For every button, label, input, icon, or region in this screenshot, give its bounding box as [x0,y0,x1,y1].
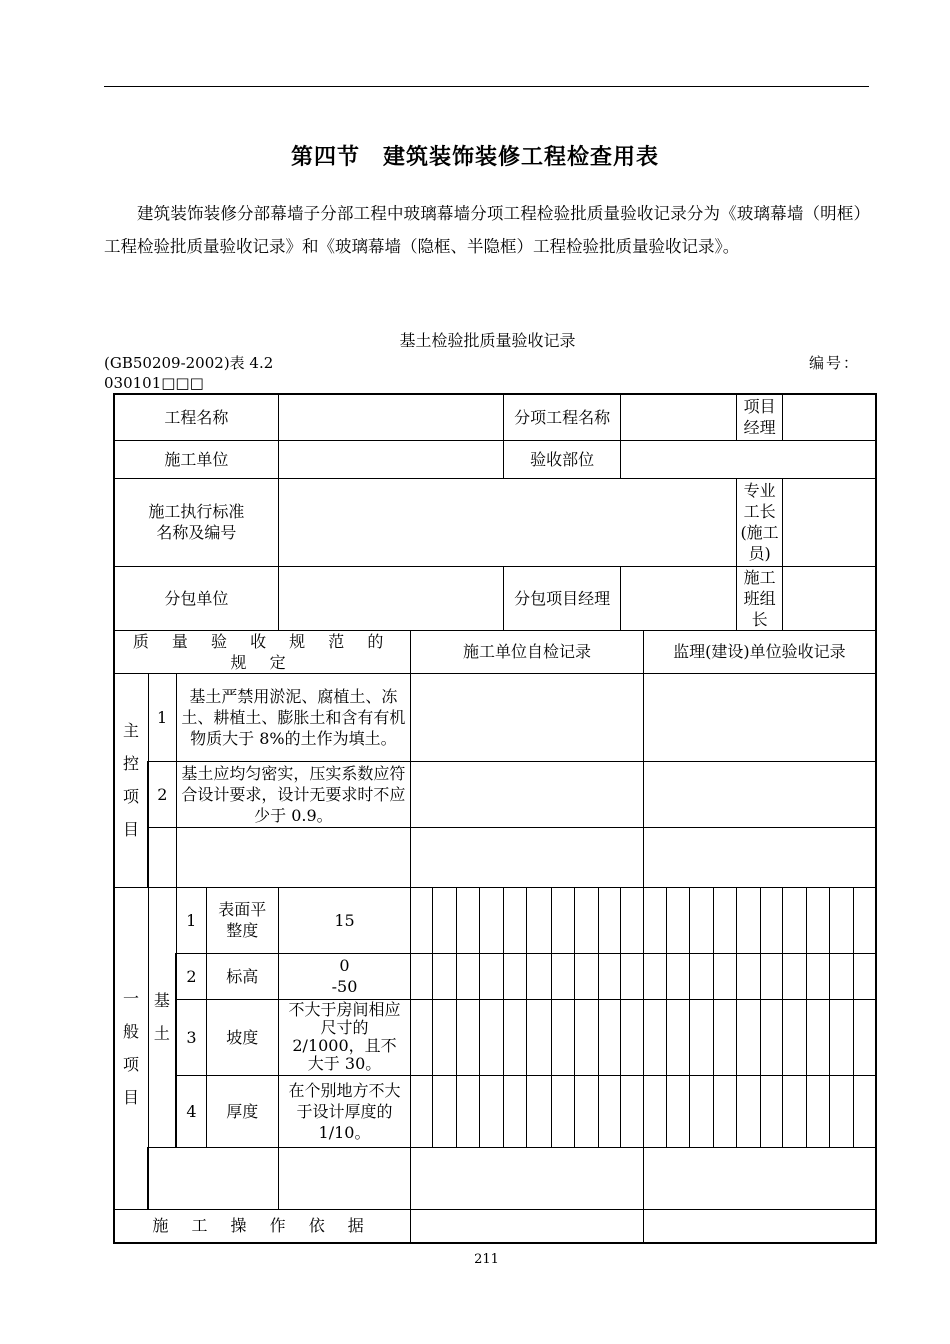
measure-cell[interactable] [807,953,830,999]
general-group-label [148,887,176,1147]
measure-cell[interactable] [411,999,433,1075]
measure-cell[interactable] [433,1075,457,1147]
main-item-self-check[interactable] [411,673,644,761]
measure-cell[interactable] [598,1075,620,1147]
measure-cell[interactable] [689,999,713,1075]
measure-cell[interactable] [713,953,736,999]
measure-cell[interactable] [807,887,830,953]
measure-cell[interactable] [830,999,854,1075]
measure-cell[interactable] [620,999,643,1075]
general-extra-self-check[interactable] [411,1147,644,1209]
measure-cell[interactable] [480,953,504,999]
field-standard[interactable] [278,478,736,566]
measure-cell[interactable] [411,953,433,999]
column-header-self-check: 施工单位自检记录 [411,630,644,673]
general-extra-name[interactable] [148,1147,278,1209]
main-control-label [114,673,148,887]
measure-cell[interactable] [783,1075,807,1147]
inspection-record-table [113,393,877,1244]
field-contractor[interactable] [278,440,504,478]
measure-cell[interactable] [504,1075,527,1147]
general-item-number: 1 [176,887,206,953]
measure-cell[interactable] [830,953,854,999]
measure-cell[interactable] [433,999,457,1075]
general-item-value: 不大于房间相应尺寸的 2/1000，且不大于 30。 [278,999,410,1075]
column-header-spec: 质 量 验 收 规 范 的 规 定 [114,630,411,673]
general-items-char: 项 [123,1055,140,1074]
column-header-supervision: 监理(建设)单位验收记录 [643,630,876,673]
measure-cell[interactable] [551,999,574,1075]
measure-cell[interactable] [783,999,807,1075]
general-item-number: 2 [176,953,206,999]
label-team-leader: 施工班组长 [737,566,783,630]
measure-cell[interactable] [666,953,689,999]
general-group-char: 土 [153,1024,170,1043]
measure-cell[interactable] [761,1075,783,1147]
measure-cell[interactable] [830,887,854,953]
measure-cell[interactable] [574,999,598,1075]
measure-cell[interactable] [598,953,620,999]
measure-cell[interactable] [761,999,783,1075]
main-control-char: 项 [123,787,140,806]
general-item-value: 在个别地方不大于设计厚度的 1/10。 [278,1075,410,1147]
general-extra-value[interactable] [278,1147,410,1209]
footer-basis-supervision[interactable] [643,1209,876,1243]
measure-cell[interactable] [574,887,598,953]
measure-cell[interactable] [854,887,876,953]
measure-cell[interactable] [713,1075,736,1147]
measure-cell[interactable] [480,1075,504,1147]
general-item-name: 表面平整度 [206,887,278,953]
field-inspection-location[interactable] [620,440,876,478]
section-title: 第四节 建筑装饰装修工程检查用表 [290,145,659,170]
measure-cell[interactable] [598,999,620,1075]
measure-cell[interactable] [457,1075,480,1147]
label-inspection-location: 验收部位 [504,440,620,478]
measure-cell[interactable] [504,999,527,1075]
measure-cell[interactable] [643,953,666,999]
measure-cell[interactable] [689,1075,713,1147]
main-item-supervision[interactable] [643,761,876,827]
measure-cell[interactable] [643,999,666,1075]
label-contractor: 施工单位 [114,440,278,478]
page-number: 211 [474,1252,499,1267]
general-item-name: 坡度 [206,999,278,1075]
measure-cell[interactable] [480,999,504,1075]
general-items-char: 一 [123,989,140,1008]
footer-basis-self-check[interactable] [411,1209,644,1243]
measure-cell[interactable] [713,999,736,1075]
general-items-char: 般 [123,1022,140,1041]
general-item-name: 厚度 [206,1075,278,1147]
general-items-label [114,887,148,1209]
measure-cell[interactable] [551,953,574,999]
main-item-supervision[interactable] [643,673,876,761]
main-item-text[interactable] [176,827,411,887]
general-item-name: 标高 [206,953,278,999]
label-standard-line2: 名称及编号 [156,523,237,542]
general-item-value: 0 -50 [278,953,410,999]
measure-cell[interactable] [807,999,830,1075]
measure-cell[interactable] [689,887,713,953]
number-value: 030101□□□ [104,374,204,392]
measure-cell[interactable] [737,887,761,953]
measure-cell[interactable] [620,953,643,999]
measure-cell[interactable] [643,887,666,953]
measure-cell[interactable] [574,1075,598,1147]
measure-cell[interactable] [737,1075,761,1147]
main-item-self-check[interactable] [411,761,644,827]
table-title: 基土检验批质量验收记录 [399,331,576,350]
measure-cell[interactable] [666,999,689,1075]
number-label: 编号： [809,354,861,372]
field-subcontractor[interactable] [278,566,504,630]
main-item-text: 基土应均匀密实，压实系数应符合设计要求，设计无要求时不应少于 0.9。 [176,761,411,827]
general-items-char: 目 [123,1088,140,1107]
measure-cell[interactable] [411,887,433,953]
general-item-number: 3 [176,999,206,1075]
measure-cell[interactable] [666,1075,689,1147]
main-control-char: 目 [123,820,140,839]
general-extra-supervision[interactable] [643,1147,876,1209]
measure-cell[interactable] [689,953,713,999]
main-control-char: 控 [123,754,140,773]
measure-cell[interactable] [527,887,551,953]
main-item-text: 基土严禁用淤泥、腐植土、冻土、耕植土、膨胀土和含有有机物质大于 8%的土作为填土。 [176,673,411,761]
measure-cell[interactable] [854,953,876,999]
measure-cell[interactable] [783,953,807,999]
measure-cell[interactable] [737,953,761,999]
measure-cell[interactable] [433,953,457,999]
measure-cell[interactable] [457,999,480,1075]
measure-cell[interactable] [598,887,620,953]
field-foreman[interactable] [783,478,876,566]
field-subitem-name[interactable] [620,394,736,440]
measure-cell[interactable] [527,1075,551,1147]
measure-cell[interactable] [761,887,783,953]
main-control-char: 主 [123,721,140,740]
main-item-supervision[interactable] [643,827,876,887]
measure-cell[interactable] [433,887,457,953]
label-project-manager: 项目经理 [737,394,783,440]
measure-cell[interactable] [457,887,480,953]
measure-cell[interactable] [807,1075,830,1147]
main-item-number: 1 [148,673,176,761]
measure-cell[interactable] [783,887,807,953]
measure-cell[interactable] [574,953,598,999]
general-item-value: 15 [278,887,410,953]
measure-cell[interactable] [713,887,736,953]
footer-basis-label: 施 工 操 作 依 据 [114,1209,411,1243]
measure-cell[interactable] [737,999,761,1075]
measure-cell[interactable] [457,953,480,999]
measure-cell[interactable] [411,1075,433,1147]
measure-cell[interactable] [620,887,643,953]
general-group-char: 基 [153,991,170,1010]
measure-cell[interactable] [527,999,551,1075]
label-foreman: 专业工长(施工员) [737,478,783,566]
measure-cell[interactable] [830,1075,854,1147]
label-subcontractor: 分包单位 [114,566,278,630]
measure-cell[interactable] [666,887,689,953]
measure-cell[interactable] [480,887,504,953]
main-item-number: 2 [148,761,176,827]
measure-cell[interactable] [761,953,783,999]
measure-cell[interactable] [504,953,527,999]
label-standard [114,478,278,566]
general-item-number: 4 [176,1075,206,1147]
measure-cell[interactable] [551,1075,574,1147]
intro-paragraph: 建筑装饰装修分部幕墙子分部工程中玻璃幕墙分项工程检验批质量验收记录分为《玻璃幕墙（明框）工程检验批质量验收记录》和《玻璃幕墙（隐框、半隐框）工程检验批质量验收记录》。 [104,204,870,256]
measure-cell[interactable] [854,999,876,1075]
measure-cell[interactable] [504,887,527,953]
measure-cell[interactable] [854,1075,876,1147]
measure-cell[interactable] [643,1075,666,1147]
header-rule [104,86,869,87]
label-project-name: 工程名称 [114,394,278,440]
main-item-self-check[interactable] [411,827,644,887]
field-project-name[interactable] [278,394,504,440]
measure-cell[interactable] [620,1075,643,1147]
measure-cell[interactable] [551,887,574,953]
field-sub-manager[interactable] [620,566,736,630]
label-sub-manager: 分包项目经理 [504,566,620,630]
measure-cell[interactable] [527,953,551,999]
field-team-leader[interactable] [783,566,876,630]
main-item-number [148,827,176,887]
field-project-manager[interactable] [783,394,876,440]
standard-reference: (GB50209-2002)表 4.2 [104,354,274,372]
label-standard-line1: 施工执行标准 [148,502,245,521]
label-subitem-name: 分项工程名称 [504,394,620,440]
